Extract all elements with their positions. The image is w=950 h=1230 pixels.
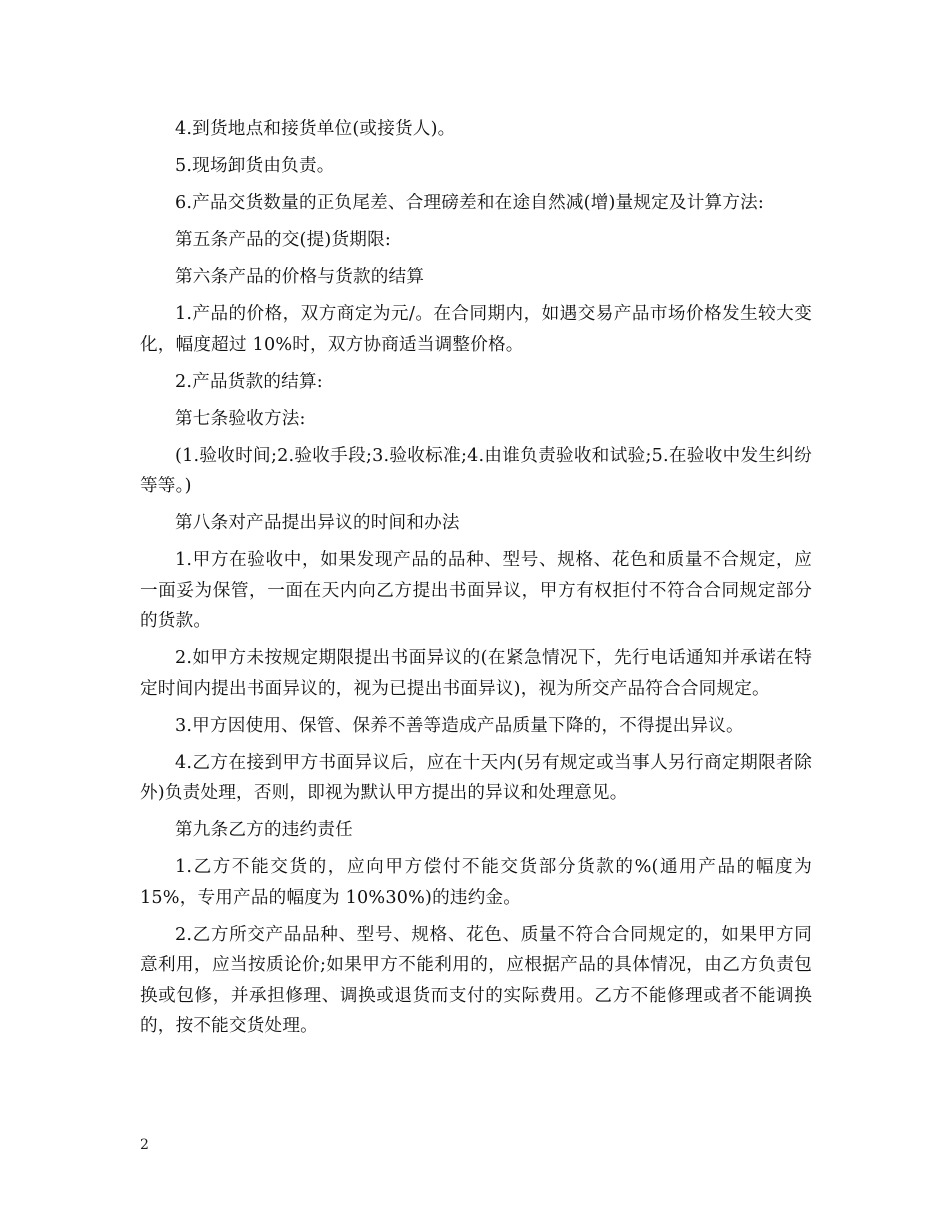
heading-article-8: 第八条对产品提出异议的时间和办法 xyxy=(175,513,460,533)
paragraph-objection-2: 2.如甲方未按规定期限提出书面异议的(在紧急情况下，先行电话通知并承诺在特定时间内提出书面异议的，视为已提出书面异议)，视为所交产品符合合同规定。 xyxy=(140,648,812,699)
heading-article-7: 第七条验收方法: xyxy=(175,408,306,429)
document-body xyxy=(140,114,812,1048)
paragraph-objection-4: 4.乙方在接到甲方书面异议后，应在十天内(另有规定或当事人另行商定期限者除外)负责处理，否则，即视为默认甲方提出的异议和处理意见。 xyxy=(140,752,812,803)
paragraph-unloading: 5.现场卸货由负责。 xyxy=(175,156,335,176)
heading-article-5: 第五条产品的交(提)货期限: xyxy=(175,230,391,250)
paragraph-liability-2: 2.乙方所交产品品种、型号、规格、花色、质量不符合合同规定的，如果甲方同意利用，应当按质论价;如果甲方不能利用的，应根据产品的具体情况，由乙方负责包换或包修，并承担修理、调换或退货而支付的实际费用。乙方不能修理或者不能调换的，按不能交货处理。 xyxy=(140,924,812,1036)
paragraph-inspection-items: (1.验收时间;2.验收手段;3.验收标准;4.由谁负责验收和试验;5.在验收中发生纠纷等等。) xyxy=(140,445,812,496)
page-number: 2 xyxy=(140,1137,149,1153)
paragraph-payment: 2.产品货款的结算: xyxy=(175,371,323,392)
paragraph-liability-1: 1.乙方不能交货的，应向甲方偿付不能交货部分货款的%(通用产品的幅度为15%，专用产品的幅度为 10%30%)的违约金。 xyxy=(140,857,812,908)
paragraph-price: 1.产品的价格，双方商定为元/。在合同期内，如遇交易产品市场价格发生较大变化，幅度超过 10%时，双方协商适当调整价格。 xyxy=(140,304,812,355)
heading-article-6: 第六条产品的价格与货款的结算 xyxy=(175,267,425,287)
paragraph-objection-1: 1.甲方在验收中，如果发现产品的品种、型号、规格、花色和质量不合规定，应一面妥为保管，一面在天内向乙方提出书面异议，甲方有权拒付不符合合同规定部分的货款。 xyxy=(140,550,812,631)
paragraph-objection-3: 3.甲方因使用、保管、保养不善等造成产品质量下降的，不得提出异议。 xyxy=(175,715,744,736)
paragraph-quantity-tolerance: 6.产品交货数量的正负尾差、合理磅差和在途自然减(增)量规定及计算方法: xyxy=(175,193,765,213)
paragraph-delivery-location: 4.到货地点和接货单位(或接货人)。 xyxy=(175,119,456,139)
heading-article-9: 第九条乙方的违约责任 xyxy=(175,820,353,840)
